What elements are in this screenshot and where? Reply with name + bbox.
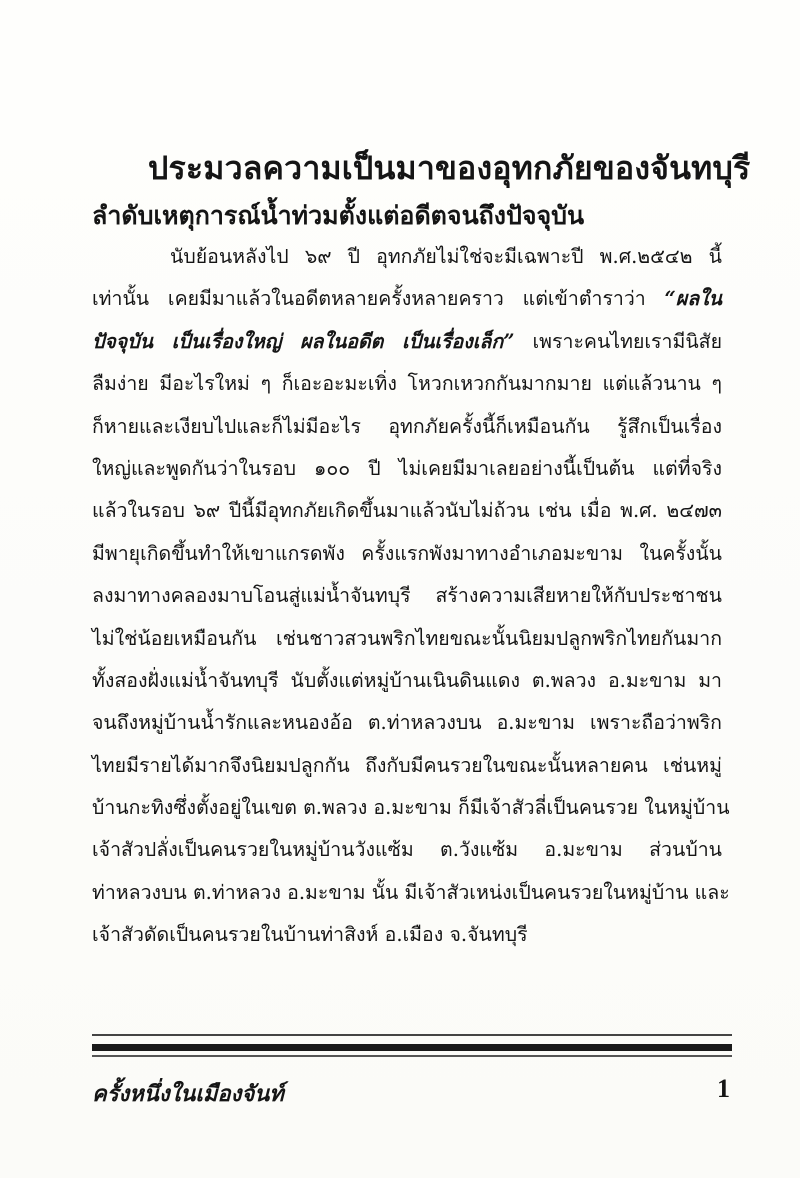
paragraph-line: มีพายุเกิดขึ้นทำให้เขาแกรดพัง ครั้งแรกพังมาทางอำเภอมะขาม ในครั้งนั้น <box>92 541 722 565</box>
paragraph-line: ไม่ใช่น้อยเหมือนกัน เช่นชาวสวนพริกไทยขณะนั้นนิยมปลูกพริกไทยกันมาก <box>92 626 722 650</box>
paragraph-line: บ้านกะทิงซึ่งตั้งอยู่ในเขต ต.พลวง อ.มะขาม ก็มีเจ้าสัวลี่เป็นคนรวย ในหมู่บ้าน <box>92 796 730 820</box>
paragraph-line: เจ้าสัวดัดเป็นคนรวยในบ้านท่าสิงห์ อ.เมือง จ.จันทบุรี <box>92 923 528 947</box>
quoted-saying: “ผลใน <box>664 287 722 311</box>
paragraph-text: เพราะคนไทยเรามีนิสัย <box>514 329 722 353</box>
footer-divider-thin <box>92 1034 732 1036</box>
paragraph-line <box>92 278 722 320</box>
paragraph-line <box>92 321 722 363</box>
paragraph-line: แล้วในรอบ ๖๙ ปีนี้มีอุทกภัยเกิดขึ้นมาแล้วนับไม่ถ้วน เช่น เมื่อ พ.ศ. ๒๔๗๓ <box>92 499 722 523</box>
paragraph-line: ไทยมีรายได้มากจึงนิยมปลูกกัน ถึงกับมีคนรวยในขณะนั้นหลายคน เช่นหมู่ <box>92 753 722 777</box>
footer-divider-bottom <box>92 1055 732 1057</box>
paragraph-line: ลืมง่าย มีอะไรใหม่ ๆ ก็เอะอะมะเทิ่ง โหวกเหวกกันมากมาย แต่แล้วนาน ๆ <box>92 372 722 396</box>
quoted-saying: ปัจจุบัน เป็นเรื่องใหญ่ ผลในอดีต เป็นเรื่องเล็ก” <box>92 329 515 353</box>
paragraph-line: นับย้อนหลังไป ๖๙ ปี อุทกภัยไม่ใช่จะมีเฉพาะปี พ.ศ.๒๕๔๒ นี้ <box>170 245 722 268</box>
paragraph-line: ใหญ่และพูดกันว่าในรอบ ๑๐๐ ปี ไม่เคยมีมาเลยอย่างนี้เป็นต้น แต่ที่จริง <box>92 456 722 480</box>
page-number: 1 <box>717 1074 730 1103</box>
paragraph-line: ท่าหลวงบน ต.ท่าหลวง อ.มะขาม นั้น มีเจ้าสัวเหน่งเป็นคนรวยในหมู่บ้าน และ <box>92 880 730 904</box>
paragraph-line: ลงมาทางคลองมาบโอนสู่แม่น้ำจันทบุรี สร้างความเสียหายให้กับประชาชน <box>92 584 722 608</box>
paragraph-text: เท่านั้น เคยมีมาแล้วในอดีตหลายครั้งหลายคราว แต่เข้าตำราว่า <box>92 287 665 311</box>
paragraph-line: ทั้งสองฝั่งแม่น้ำจันทบุรี นับตั้งแต่หมู่บ้านเนินดินแดง ต.พลวง อ.มะขาม มา <box>92 668 722 692</box>
footer-divider-thick <box>92 1044 732 1051</box>
page-title: ประมวลความเป็นมาของอุทกภัยของจันทบุรี <box>148 149 751 187</box>
paragraph-line: เจ้าสัวปลั่งเป็นคนรวยในหมู่บ้านวังแซ้ม ต.วังแซ้ม อ.มะขาม ส่วนบ้าน <box>92 838 722 862</box>
body-paragraph <box>92 236 730 957</box>
running-footer-title: ครั้งหนึ่งในเมืองจันท์ <box>92 1081 284 1107</box>
paragraph-line: ก็หายและเงียบไปและก็ไม่มีอะไร อุทกภัยครั้งนี้ก็เหมือนกัน รู้สึกเป็นเรื่อง <box>92 414 722 438</box>
page-subtitle: ลำดับเหตุการณ์น้ำท่วมตั้งแต่อดีตจนถึงปัจจุบัน <box>92 201 585 230</box>
paragraph-line: จนถึงหมู่บ้านน้ำรักและหนองอ้อ ต.ท่าหลวงบน อ.มะขาม เพราะถือว่าพริก <box>92 711 722 735</box>
